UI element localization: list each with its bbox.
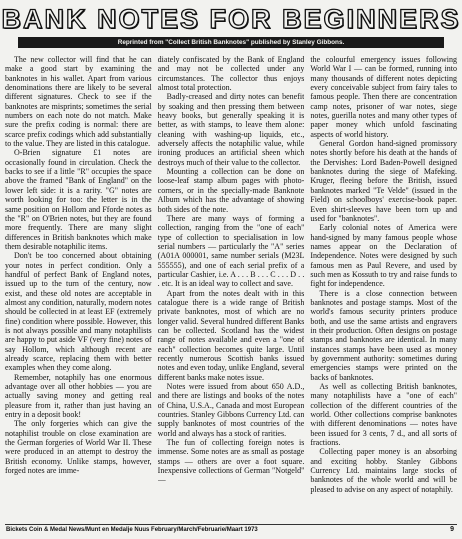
text-column-1 [5, 55, 152, 518]
paragraph: Apart from the notes dealt with in this catalogue there is a wide range of British private banknotes, most of which are no longer valid. Several hundred different Banks can be collected. Scotland has the widest range of notes available and even a "one of each" collection becomes quite large. Until recently numerous Scottish banks issued notes and even today, unlike England, several different banks make notes issue. [157, 288, 305, 382]
article-title: BANK NOTES FOR BEGINNERS [1, 4, 461, 34]
footer-divider [5, 524, 457, 525]
paragraph: Badly-creased and dirty notes can benefit by soaking and then pressing them between heavy books, but generally speaking it is better, as with stamps, to leave them alone: cleaning with washing-up liquids, etc., adversely affects the notaphilic value, while ironing produces an artificial sheen which destroys much of their value to the collector. [157, 92, 305, 167]
text-column-3 [310, 55, 457, 518]
paragraph: There are many ways of forming a collection, ranging from the "one of each" type of collection to specialisation in low serial numbers — particularly the "A" series (A01A 000001, same number serials (M23L 555555), and one of each serial prefix of a particular Cashier, i.e. A . . . B . . . C . . . D . . . etc. It is an ideal way to collect and save. [157, 213, 305, 289]
paragraph: Notes were issued from about 650 A.D., and there are listings and books of the notes of China, U.S.A., Canada and most European countries. Stanley Gibbons Currency Ltd. can supply banknotes of most countries of the world and always has a stock of rarities. [157, 382, 305, 438]
paragraph: The fun of collecting foreign notes is immense. Some notes are as small as postage stamps — others are over a foot square. Inexpensive collections of German "Notgeld" — [157, 438, 305, 485]
subtitle-bar [18, 37, 444, 48]
paragraph: Mounting a collection can be done on loose-leaf stamp album pages with photo-corners, or in the specially-made Banknote Album which has the advantage of showing both sides of the note. [157, 167, 305, 214]
paragraph: The new collector will find that he can make a good start by examining the banknotes in his wallet. Apart from various denominations there are likely to be several different signatures. Check to see if the banknotes are misprints; sometimes the serial numbers on each note do not match. Make sure the prefix coding is normal: there are scarce prefix codings which add substantially to the value. They are listed in this catalogue. [5, 55, 152, 149]
paragraph: O-Brien signature £1 notes are occasionally found in circulation. Check the backs to see if a little "R" occupies the space above the framed "Bank of England" on the lower left side: it is a rarity. "G" notes are worth looking for too: the letter is in the same position on Hollom and Fforde notes as the "R" on O'Brien notes, but they are found more frequently. There are many slight differences in British banknotes which make them desirable notaphilic items. [5, 148, 152, 251]
article-subtitle: Reprinted from "Collect British Banknotes" published by Stanley Gibbons. [117, 39, 345, 46]
paragraph: diately confiscated by the Bank of England and may not be collected under any circumstances. The collector thus enjoys almost total protection. [157, 55, 305, 93]
paragraph: Don't be too concerned about obtaining your notes in perfect condition. Only a handful of perfect Bank of England notes, issued up to the turn of the century, now exist, and these old notes are acceptable in almost any condition, naturally, modern notes should be collected in at least EF (extremely fine) condition where possible. However, this is not always possible and many notaphilists are happy to put aside VF (very fine) notes of say Hollom, which although recent are already scarce, replacing them with better examples when they come along. [5, 251, 152, 373]
paragraph: Collecting paper money is an absorbing and exciting hobby. Stanley Gibbons Currency Ltd. maintains large stocks of banknotes of the whole world and will be pleased to advise on any aspect of notaphily. [310, 447, 458, 494]
paragraph: Remember, notaphily has one enormous advantage over all other hobbies — you are actually saving money and getting real pleasure from it, rather than just having an entry in a deposit book! [5, 372, 152, 420]
paragraph: There is a close connection between banknotes and postage stamps. Most of the world's famous security printers produce both, and use the same artists and engravers in their production. Often designs on postage stamps and banknotes are identical. In many instances stamps have been used as money by government authority: sometimes during emergencies stamps were printed on the backs of banknotes. [310, 288, 458, 382]
article-body [5, 55, 457, 518]
paragraph: General Gordon hand-signed promissory notes shortly before his death at the hands of the Dervishes: Lord Baden-Powell designed banknotes during the siege of Mafeking. Kruger, fleeing before the British, issued banknotes marked "Te Velde" (issued in the Field) on schoolboys' exercise-book paper. Even shirt-sleeves have been torn up and used for "banknotes". [310, 139, 458, 223]
text-column-2 [158, 55, 305, 518]
paragraph: As well as collecting British banknotes, many notaphilists have a "one of each" collection of the different countries of the world. Other collections comprise banknotes with different denominations — notes have been issued for 3 cents, 7 d., and all sorts of fractions. [310, 382, 458, 448]
paragraph: the colourful emergency issues following World War I — can be formed, running into many thousands of different notes depicting every conceivable subject from fairy tales to famous people. Then there are concentration camp notes, prisoner of war notes, siege notes, guerilla notes and many other types of paper money which unfold fascinating aspects of world history. [310, 55, 458, 139]
footer-source: Bickets Coin & Medal News/Munt en Medalje Nuus February/March/Februarie/Maart 1973 [6, 527, 258, 533]
page-number: 9 [450, 526, 454, 533]
paragraph: The only forgeries which can give the notaphilist trouble on close examination are the German forgeries of World War II. These were produced in an attempt to destroy the British economy. Unlike stamps, however, forged notes are imme- [5, 419, 152, 476]
paragraph: Early colonial notes of America were hand-signed by many famous people whose names appear on the Declaration of Independence. Notes were designed by such famous men as Paul Revere, and used by such men as Kossuth to try and raise funds to fight for independence. [310, 223, 458, 289]
